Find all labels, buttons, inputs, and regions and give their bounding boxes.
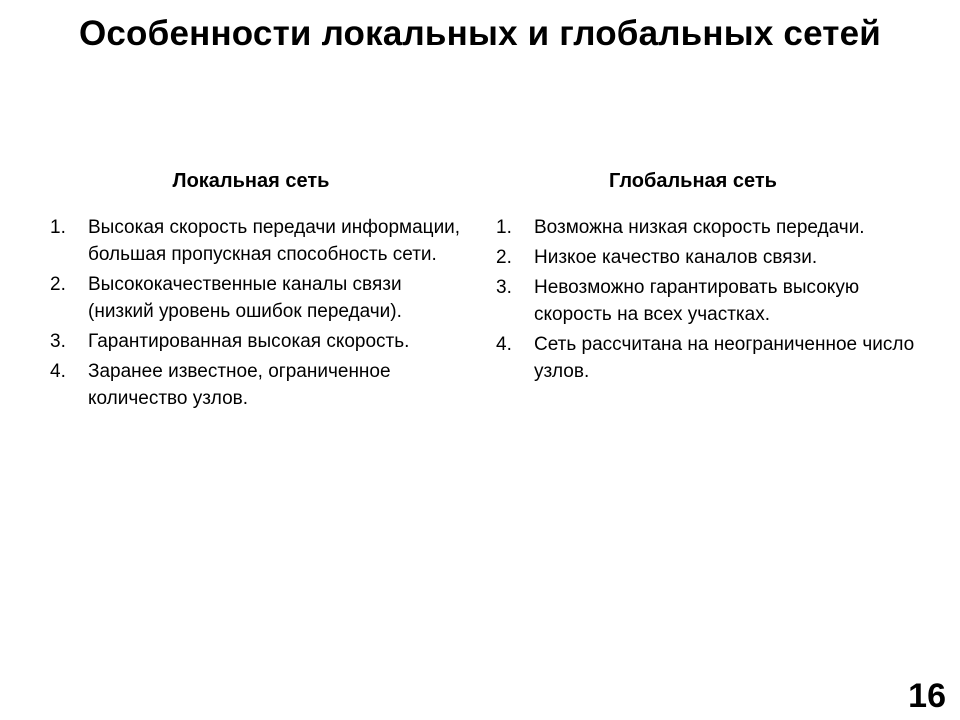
page-number: 16	[908, 677, 946, 715]
list-item	[50, 271, 468, 325]
global-network-column	[496, 168, 926, 388]
list-item-number: 4.	[50, 361, 66, 382]
list-item	[50, 328, 468, 355]
slide-title: Особенности локальных и глобальных сетей	[78, 14, 882, 53]
list-item	[496, 331, 926, 385]
list-item-number: 4.	[496, 334, 512, 355]
list-item-text: Высококачественные каналы связи (низкий уровень ошибок передачи).	[88, 274, 402, 322]
list-item	[496, 214, 926, 241]
list-item-text: Возможна низкая скорость передачи.	[534, 217, 865, 238]
local-network-list	[50, 214, 468, 412]
list-item-number: 2.	[50, 274, 66, 295]
list-item	[50, 214, 468, 268]
list-item-text: Низкое качество каналов связи.	[534, 247, 818, 268]
list-item-text: Невозможно гарантировать высокую скорость на всех участках.	[534, 277, 860, 325]
list-item-text: Гарантированная высокая скорость.	[88, 331, 410, 352]
list-item-number: 1.	[50, 217, 66, 238]
list-item-number: 3.	[496, 277, 512, 298]
list-item-text: Сеть рассчитана на неограниченное число узлов.	[534, 334, 915, 382]
global-network-list	[496, 214, 926, 385]
list-item-number: 1.	[496, 217, 512, 238]
list-item-number: 3.	[50, 331, 66, 352]
list-item-text: Высокая скорость передачи информации, большая пропускная способность сети.	[88, 217, 461, 265]
list-item-text: Заранее известное, ограниченное количество узлов.	[88, 361, 391, 409]
local-network-column	[50, 168, 468, 415]
list-item	[496, 244, 926, 271]
global-network-heading: Глобальная сеть	[609, 170, 777, 192]
local-network-heading: Локальная сеть	[172, 170, 330, 192]
list-item	[50, 358, 468, 412]
list-item-number: 2.	[496, 247, 512, 268]
list-item	[496, 274, 926, 328]
